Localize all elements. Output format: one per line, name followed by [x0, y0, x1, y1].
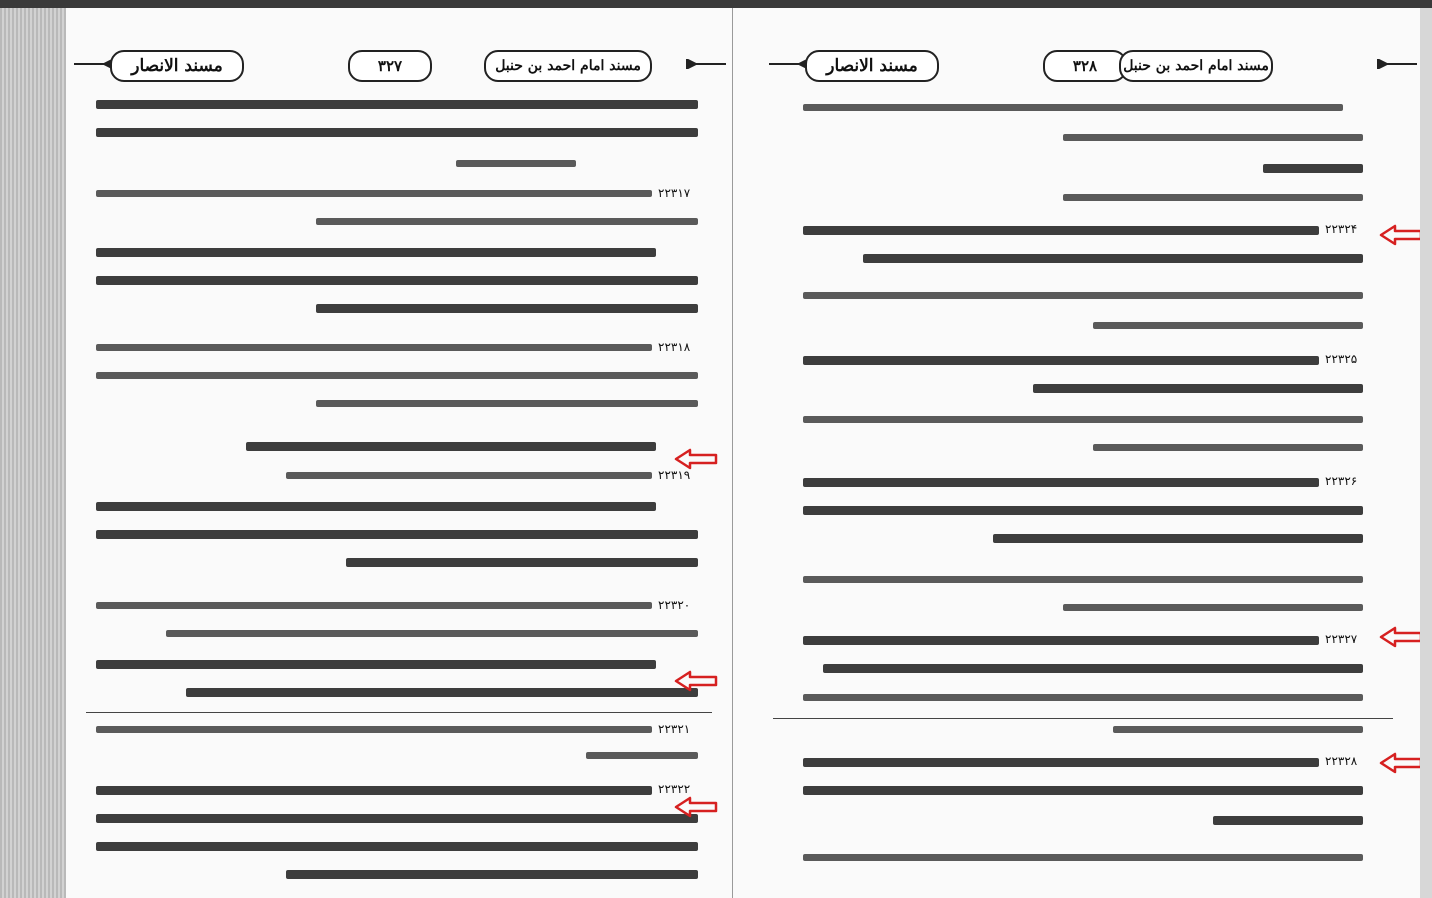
- text-line: [803, 416, 1363, 423]
- text-line: [186, 688, 698, 697]
- text-line: [316, 218, 698, 225]
- text-line: [166, 630, 698, 637]
- text-line: [803, 758, 1319, 767]
- hadith-number: ۲۲۳۲۸: [1325, 754, 1358, 768]
- page-header: [104, 44, 694, 88]
- text-line: [1213, 816, 1363, 825]
- section-title: مسند الانصار: [110, 50, 244, 82]
- header-ornament-icon: [686, 59, 726, 69]
- text-line: [803, 694, 1363, 701]
- text-line: [96, 276, 698, 285]
- text-line: [803, 636, 1319, 645]
- text-line: [803, 786, 1363, 795]
- hadith-number: ۲۲۳۲۱: [658, 722, 691, 736]
- text-line: [96, 814, 698, 823]
- red-arrow-icon: [674, 670, 718, 692]
- text-line: [1093, 322, 1363, 329]
- red-arrow-icon: [1379, 626, 1420, 648]
- hadith-number: ۲۲۳۱۷: [658, 186, 691, 200]
- text-line: [803, 226, 1319, 235]
- section-title: مسند الانصار: [805, 50, 939, 82]
- red-arrow-icon: [1379, 224, 1420, 246]
- text-line: [96, 726, 652, 733]
- text-line: [803, 292, 1363, 299]
- text-line: [803, 356, 1319, 365]
- red-arrow-icon: [674, 796, 718, 818]
- hadith-number: ۲۲۳۲۰: [658, 598, 691, 612]
- right-page: [733, 8, 1420, 898]
- hadith-number: ۲۲۳۲۲: [658, 782, 691, 796]
- text-line: [96, 372, 698, 379]
- page-number: ۳۲۷: [348, 50, 432, 82]
- left-page: [66, 8, 733, 898]
- red-arrow-icon: [674, 448, 718, 470]
- viewer-right-gutter: [1420, 8, 1432, 898]
- text-line: [1033, 384, 1363, 393]
- text-line: [586, 752, 698, 759]
- text-line: [456, 160, 576, 167]
- text-line: [96, 190, 652, 197]
- text-line: [803, 104, 1343, 111]
- header-ornament-icon: [1377, 59, 1417, 69]
- hadith-number: ۲۲۳۲۶: [1325, 474, 1358, 488]
- text-line: [96, 344, 652, 351]
- header-ornament-icon: [769, 59, 809, 69]
- page-divider: [86, 712, 712, 713]
- text-line: [286, 472, 652, 479]
- text-line: [96, 602, 652, 609]
- text-line: [863, 254, 1363, 263]
- text-line: [246, 442, 656, 451]
- text-line: [316, 304, 698, 313]
- text-line: [1093, 444, 1363, 451]
- book-spine: [0, 8, 66, 898]
- book-title: مسند امام احمد بن حنبل: [484, 50, 652, 82]
- text-line: [96, 786, 652, 795]
- text-line: [316, 400, 698, 407]
- text-line: [1263, 164, 1363, 173]
- page-header: [799, 44, 1385, 88]
- hadith-number: ۲۲۳۱۹: [658, 468, 691, 482]
- text-line: [803, 478, 1319, 487]
- page-number: ۳۲۸: [1043, 50, 1127, 82]
- book-title: مسند امام احمد بن حنبل: [1119, 50, 1273, 82]
- red-arrow-icon: [1379, 752, 1420, 774]
- text-line: [346, 558, 698, 567]
- text-line: [96, 842, 698, 851]
- hadith-number: ۲۲۳۲۷: [1325, 632, 1358, 646]
- text-line: [823, 664, 1363, 673]
- text-line: [96, 248, 656, 257]
- text-line: [286, 870, 698, 879]
- text-line: [803, 854, 1363, 861]
- text-line: [96, 660, 656, 669]
- text-line: [803, 576, 1363, 583]
- text-line: [1063, 604, 1363, 611]
- header-ornament-icon: [74, 59, 114, 69]
- text-line: [1113, 726, 1363, 733]
- text-line: [1063, 134, 1363, 141]
- text-line: [96, 502, 656, 511]
- page-divider: [773, 718, 1393, 719]
- hadith-number: ۲۲۳۲۵: [1325, 352, 1358, 366]
- text-line: [96, 100, 698, 109]
- hadith-number: ۲۲۳۱۸: [658, 340, 691, 354]
- hadith-number: ۲۲۳۲۴: [1325, 222, 1358, 236]
- text-line: [96, 128, 698, 137]
- text-line: [803, 506, 1363, 515]
- text-line: [993, 534, 1363, 543]
- text-line: [96, 530, 698, 539]
- text-line: [1063, 194, 1363, 201]
- viewer-top-bar: [0, 0, 1432, 8]
